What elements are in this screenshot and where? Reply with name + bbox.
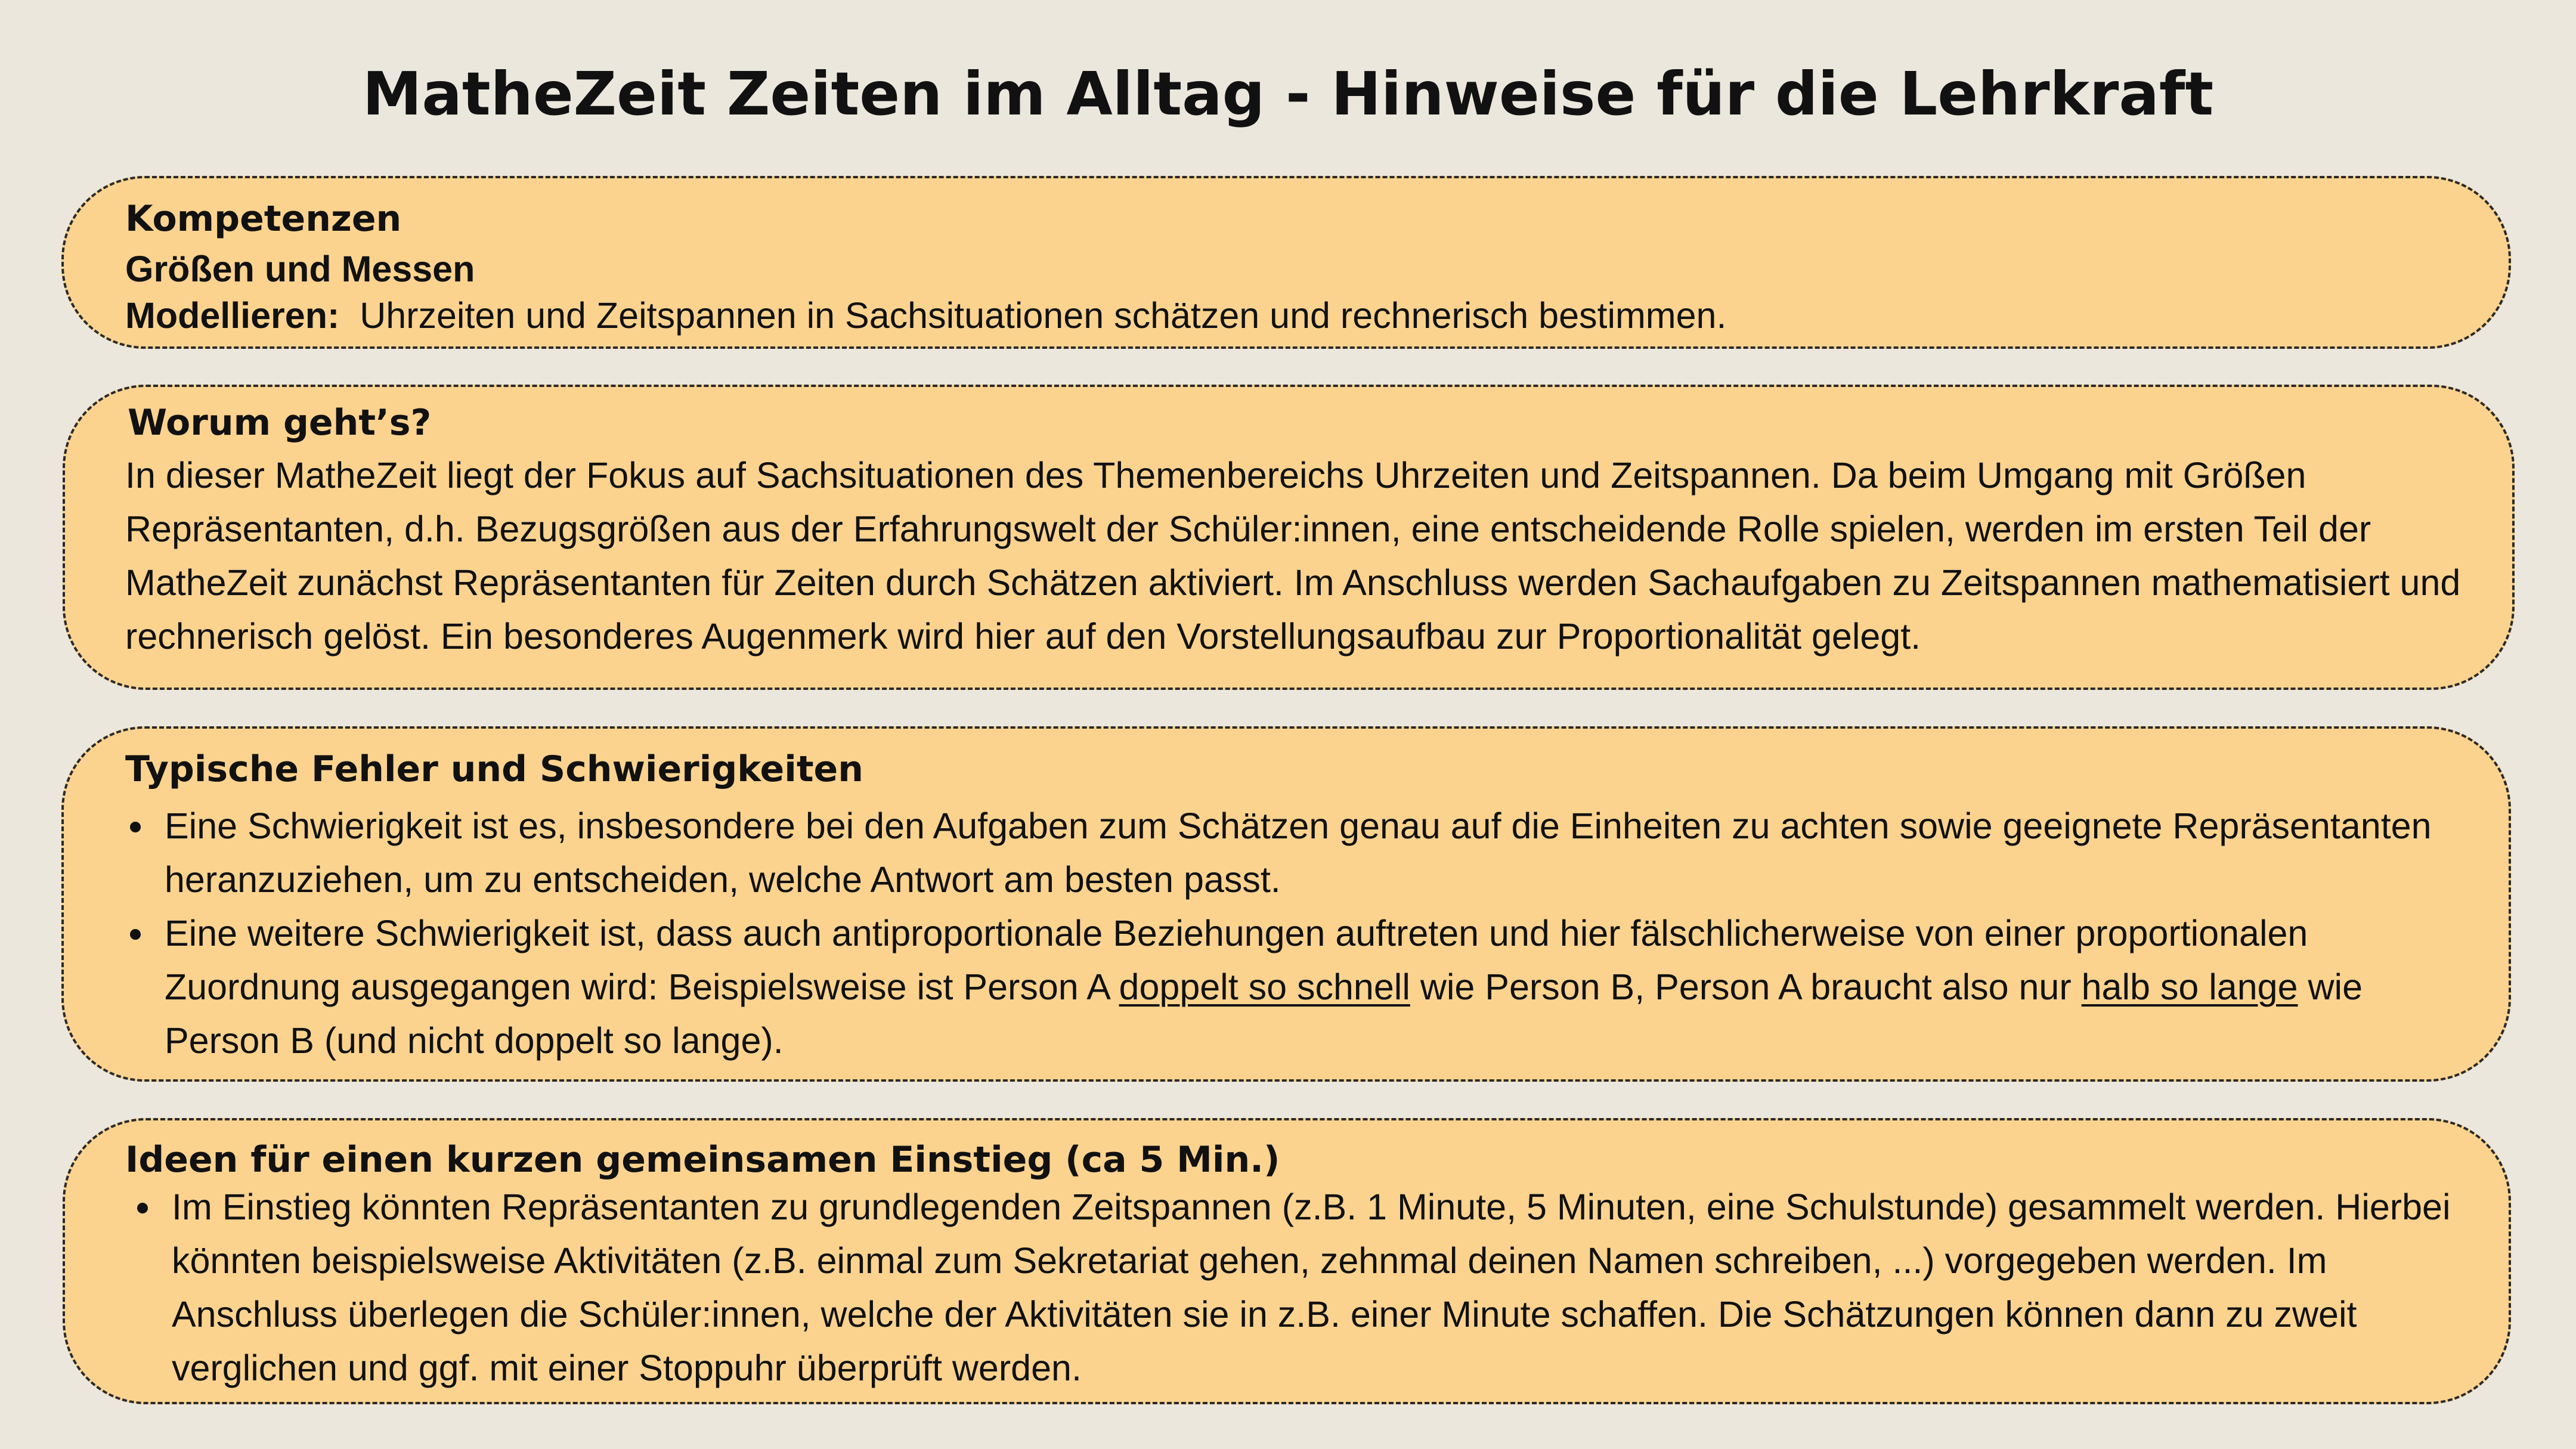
modellieren-label: Modellieren:: [125, 295, 340, 336]
einstieg-heading: Ideen für einen kurzen gemeinsamen Einstieg (ca 5 Min.): [125, 1139, 1280, 1181]
worum-card: [63, 385, 2515, 690]
einstieg-bullet-1: Im Einstieg könnten Repräsentanten zu grundlegenden Zeitspannen (z.B. 1 Minute, 5 Minuten, eine Schulstunde) gesammelt werden. Hierbei könnten beispielsweise Aktivitäten (z.B. einmal zum Sekretariat gehen, zehnmal deinen Namen schreiben, ...) vorgegeben werden. Im Anschluss überlegen die Schüler:innen, welche der Aktivitäten sie in z.B. einer Minute schaffen. Die Schätzungen können dann zu zweit verglichen und ggf. mit einer Stoppuhr überprüft werden.: [172, 1187, 2451, 1388]
underlined-halb: halb so lange: [2081, 967, 2298, 1007]
worum-text: In dieser MatheZeit liegt der Fokus auf Sachsituationen des Themenbereichs Uhrzeiten und Zeitspannen. Da beim Umgang mit Größen Repräsentanten, d.h. Bezugsgrößen aus der Erfahrungswelt der Schüler:innen, eine entscheidende Rolle spielen, werden im ersten Teil der MatheZeit zunächst Repräsentanten für Zeiten durch Schätzen aktiviert. Im Anschluss werden Sachaufgaben zu Zeitspannen mathematisiert und rechnerisch gelöst. Ein besonderes Augenmerk wird hier auf den Vorstellungsaufbau zur Proportionalität gelegt.: [125, 455, 2461, 657]
kompetenzen-modellieren: [125, 292, 1726, 339]
fehler-bullet-1: Eine Schwierigkeit ist es, insbesondere bei den Aufgaben zum Schätzen genau auf die Einheiten zu achten sowie geeignete Repräsentanten heranzuziehen, um zu entscheiden, welche Antwort am besten passt.: [165, 806, 2432, 900]
kompetenzen-card: [61, 176, 2511, 349]
kompetenzen-heading: Kompetenzen: [125, 198, 402, 240]
bullet-icon: [137, 1203, 148, 1213]
bullet-icon: [130, 822, 141, 832]
worum-heading: Worum geht’s?: [128, 402, 432, 444]
list-item: [125, 799, 2469, 906]
fehler-card: [61, 726, 2511, 1082]
fehler-bullet-2c: wie Person B (und nicht doppelt so lange).: [165, 967, 2363, 1061]
fehler-bullet-2a: Eine weitere Schwierigkeit ist, dass auch antiproportionale Beziehungen auftreten und hier fälschlicherweise von einer proportionalen Zuordnung ausgegangen wird: Beispielsweise ist Person A: [165, 913, 2308, 1007]
fehler-list: [125, 799, 2469, 1067]
fehler-bullet-2b: wie Person B, Person A braucht also nur: [1410, 967, 2082, 1007]
fehler-heading: Typische Fehler und Schwierigkeiten: [125, 748, 863, 790]
modellieren-text: Uhrzeiten und Zeitspannen in Sachsituationen schätzen und rechnerisch bestimmen.: [360, 295, 1727, 336]
underlined-doppelt: doppelt so schnell: [1119, 967, 1410, 1007]
bullet-icon: [130, 929, 141, 940]
list-item: [125, 906, 2469, 1067]
kompetenzen-groessen: Größen und Messen: [125, 249, 475, 289]
list-item: [132, 1180, 2488, 1395]
einstieg-card: [63, 1118, 2511, 1404]
einstieg-list: [132, 1180, 2488, 1395]
page-title: MatheZeit Zeiten im Alltag - Hinweise für die Lehrkraft: [362, 59, 2214, 129]
